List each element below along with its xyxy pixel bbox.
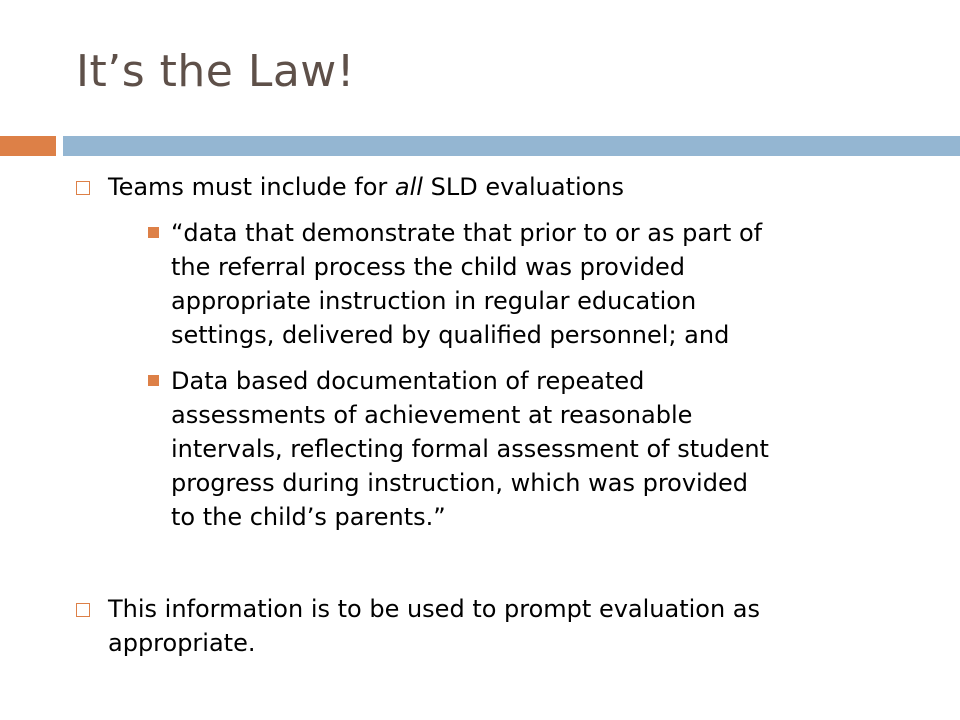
filled-square-bullet-icon: [148, 227, 159, 238]
filled-square-bullet-icon: [148, 375, 159, 386]
bullet-level1-teams: [76, 170, 908, 204]
bullet-level1-information: [76, 592, 908, 660]
bullet-text: Data based documentation of repeated assessments of achievement at reasonable intervals, reflecting formal assessment of student progress during instruction, which was provided to the child’s parents.”: [171, 367, 769, 531]
bullet-level2-data-based: [148, 364, 771, 534]
bullet-text: Teams must include for all SLD evaluations: [108, 173, 625, 201]
bullet-text: This information is to be used to prompt evaluation as appropriate.: [108, 595, 761, 657]
bullet-text: “data that demonstrate that prior to or as part of the referral process the child was provided appropriate instruction in regular education settings, delivered by qualified personnel; and: [171, 219, 763, 349]
hollow-square-bullet-icon: [76, 603, 90, 617]
slide-title: It’s the Law!: [76, 46, 355, 97]
bullet-level2-data-demonstrate: [148, 216, 771, 352]
hollow-square-bullet-icon: [76, 181, 90, 195]
